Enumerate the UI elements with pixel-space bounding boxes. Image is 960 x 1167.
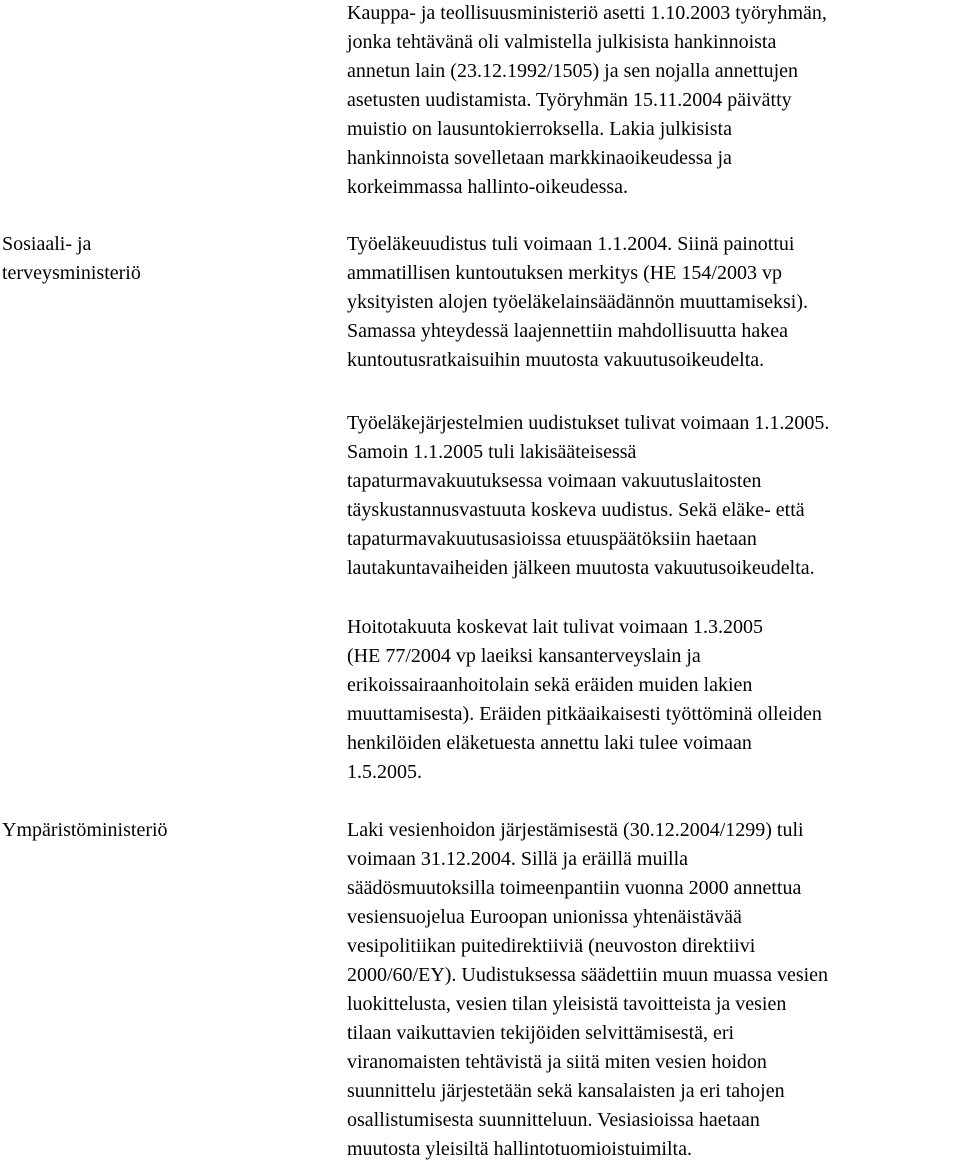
ministry-label-line: terveysministeriö xyxy=(2,262,141,284)
ministry-label-line: Sosiaali- ja xyxy=(2,233,92,255)
text-line: Työeläkejärjestelmien uudistukset tulivat voimaan 1.1.2005. xyxy=(347,412,830,434)
text-line: Samassa yhteydessä laajennettiin mahdollisuutta hakea xyxy=(347,320,788,342)
text-line: annetun lain (23.12.1992/1505) ja sen nojalla annettujen xyxy=(347,60,798,82)
text-line: asetusten uudistamista. Työryhmän 15.11.2004 päivätty xyxy=(347,89,792,111)
text-line: Laki vesienhoidon järjestämisestä (30.12.2004/1299) tuli xyxy=(347,819,804,841)
text-line: yksityisten alojen työeläkelainsäädännön muuttamiseksi). xyxy=(347,291,809,313)
text-line: muistio on lausuntokierroksella. Lakia julkisista xyxy=(347,118,732,140)
text-line: Kauppa- ja teollisuusministeriö asetti 1.10.2003 työryhmän, xyxy=(347,2,827,24)
text-line: korkeimmassa hallinto-oikeudessa. xyxy=(347,176,629,198)
ministry-label-line: Ympäristöministeriö xyxy=(2,819,168,841)
text-line: ammatillisen kuntoutuksen merkitys (HE 154/2003 vp xyxy=(347,262,782,284)
text-line: jonka tehtävänä oli valmistella julkisista hankinnoista xyxy=(347,31,777,53)
text-line: 2000/60/EY). Uudistuksessa säädettiin muun muassa vesien xyxy=(347,964,829,986)
ministry-label-stm xyxy=(2,230,332,288)
ministry-label-ym xyxy=(2,816,332,845)
text-line: Hoitotakuuta koskevat lait tulivat voimaan 1.3.2005 xyxy=(347,616,764,638)
text-line: muuttamisesta). Eräiden pitkäaikaisesti työttöminä olleiden xyxy=(347,703,822,725)
text-line: vesiensuojelua Euroopan unionissa yhtenäistävää xyxy=(347,906,742,928)
text-line: erikoissairaanhoitolain sekä eräiden muiden lakien xyxy=(347,674,753,696)
text-line: viranomaisten tehtävistä ja siitä miten vesien hoidon xyxy=(347,1051,767,1073)
text-line: 1.5.2005. xyxy=(347,761,422,783)
text-line: vesipolitiikan puitedirektiiviä (neuvoston direktiivi xyxy=(347,935,756,957)
text-line: Samoin 1.1.2005 tuli lakisääteisessä xyxy=(347,441,637,463)
text-line: suunnittelu järjestetään sekä kansalaisten ja eri tahojen xyxy=(347,1080,785,1102)
section-stm-text xyxy=(347,230,959,375)
text-line: voimaan 31.12.2004. Sillä ja eräillä muilla xyxy=(347,848,689,870)
text-line: (HE 77/2004 vp laeiksi kansanterveyslain ja xyxy=(347,645,701,667)
text-line: muutosta yleisiltä hallintotuomioistuimilta. xyxy=(347,1138,692,1160)
text-line: lautakuntavaiheiden jälkeen muutosta vakuutusoikeudelta. xyxy=(347,557,815,579)
text-line: luokittelusta, vesien tilan yleisistä tavoitteista ja vesien xyxy=(347,993,787,1015)
section-ktm-text xyxy=(347,0,959,202)
section-stm-care-text xyxy=(347,613,959,787)
text-line: osallistumisesta suunnitteluun. Vesiasioissa haetaan xyxy=(347,1109,760,1131)
section-ym-text xyxy=(347,816,959,1164)
text-line: kuntoutusratkaisuihin muutosta vakuutusoikeudelta. xyxy=(347,349,765,371)
text-line: tilaan vaikuttavien tekijöiden selvittämisestä, eri xyxy=(347,1022,735,1044)
text-line: henkilöiden eläketuesta annettu laki tulee voimaan xyxy=(347,732,752,754)
text-line: tapaturmavakuutusasioissa etuuspäätöksiin haetaan xyxy=(347,528,757,550)
text-line: hankinnoista sovelletaan markkinaoikeudessa ja xyxy=(347,147,732,169)
text-line: täyskustannusvastuuta koskeva uudistus. Sekä eläke- että xyxy=(347,499,805,521)
text-line: säädösmuutoksilla toimeenpantiin vuonna 2000 annettua xyxy=(347,877,802,899)
section-stm-pensions-text xyxy=(347,409,959,583)
text-line: tapaturmavakuutuksessa voimaan vakuutuslaitosten xyxy=(347,470,762,492)
text-line: Työeläkeuudistus tuli voimaan 1.1.2004. Siinä painottui xyxy=(347,233,795,255)
